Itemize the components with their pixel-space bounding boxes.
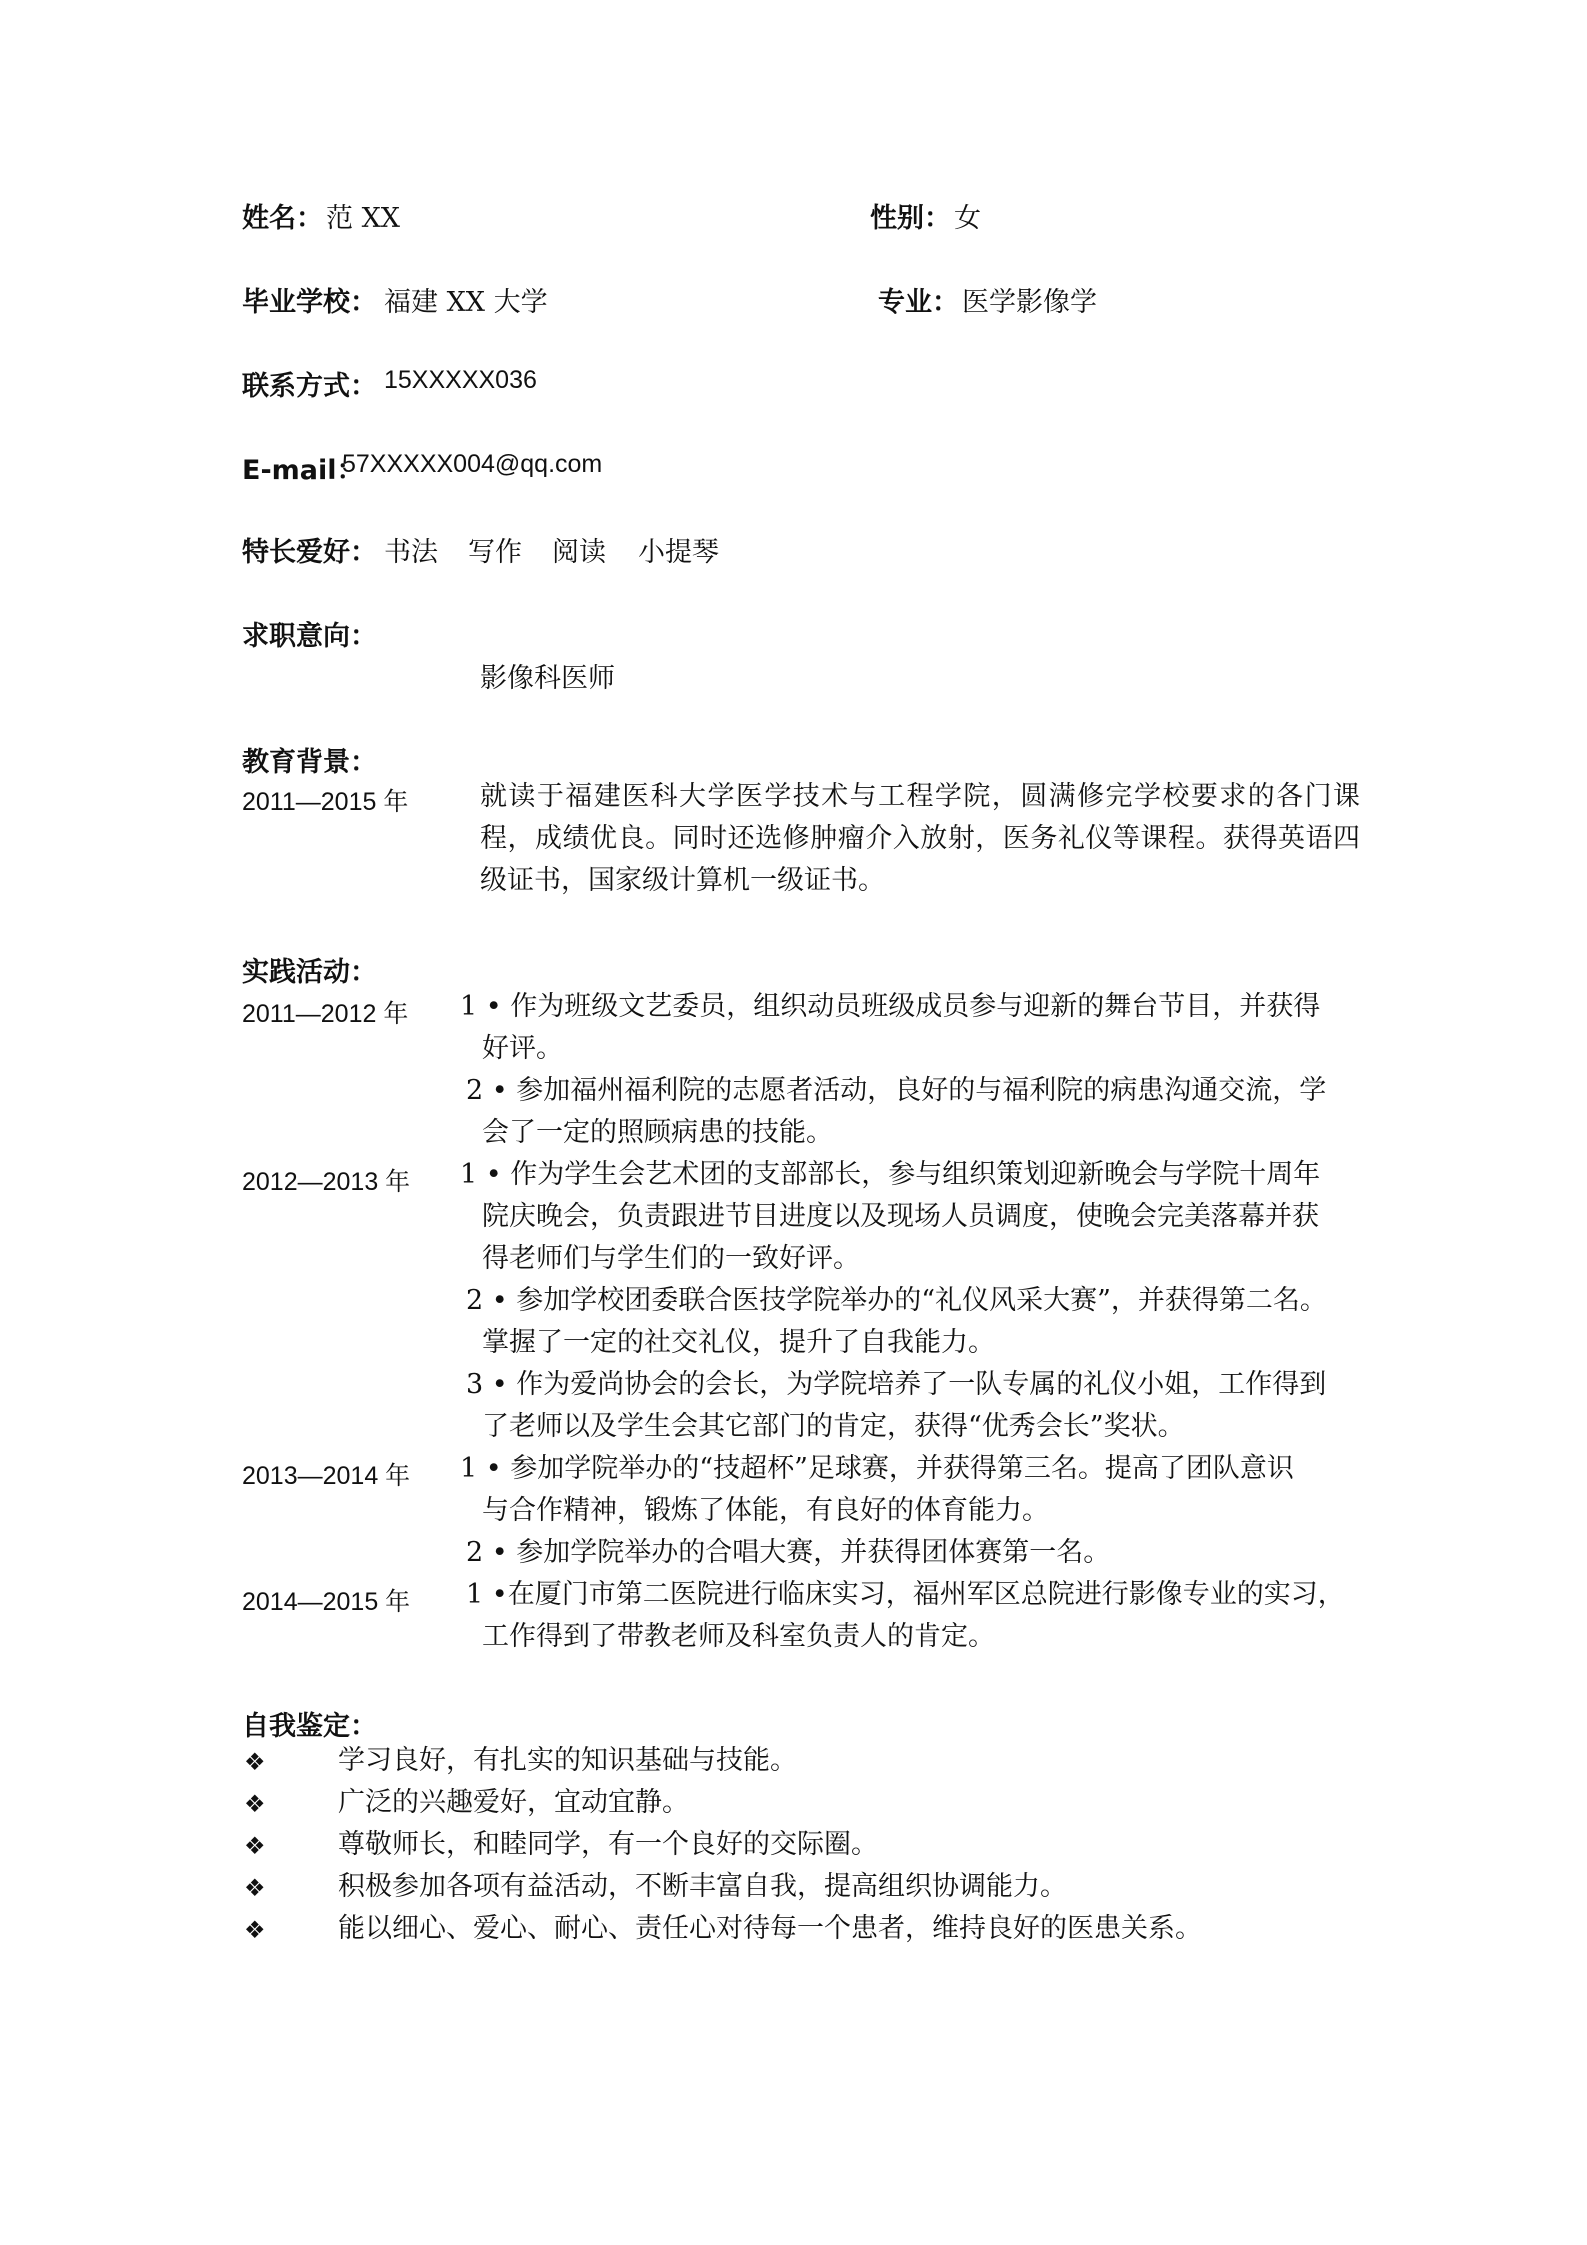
school-value: 福建 XX 大学 bbox=[384, 287, 548, 318]
practice-item: 1 • 作为学生会艺术团的支部部长，参与组织策划迎新晚会与学院十周年 bbox=[460, 1159, 1321, 1190]
practice-item-cont: 好评。 bbox=[482, 1033, 563, 1064]
self-item: 广泛的兴趣爱好，宜动宜静。 bbox=[338, 1787, 689, 1818]
objective-title: 求职意向： bbox=[242, 621, 377, 652]
practice-title: 实践活动： bbox=[242, 957, 377, 988]
major-value: 医学影像学 bbox=[962, 287, 1097, 318]
practice-period: 2012—2013 年 bbox=[242, 1168, 411, 1196]
diamond-bullet-icon: ❖ bbox=[244, 1874, 266, 1902]
self-item: 学习良好，有扎实的知识基础与技能。 bbox=[338, 1745, 797, 1776]
email-label: E-mail： bbox=[242, 455, 364, 486]
practice-period: 2014—2015 年 bbox=[242, 1588, 411, 1616]
practice-item: 1 • 参加学院举办的“技超杯”足球赛，并获得第三名。提高了团队意识 bbox=[460, 1453, 1294, 1484]
self-item: 积极参加各项有益活动，不断丰富自我，提高组织协调能力。 bbox=[338, 1871, 1067, 1902]
self-item: 能以细心、爱心、耐心、责任心对待每一个患者，维持良好的医患关系。 bbox=[338, 1913, 1202, 1944]
phone-label: 联系方式： bbox=[242, 371, 377, 402]
practice-period: 2013—2014 年 bbox=[242, 1462, 411, 1490]
practice-item-cont: 得老师们与学生们的一致好评。 bbox=[482, 1243, 860, 1274]
practice-item: 1 •在厦门市第二医院进行临床实习，福州军区总院进行影像专业的实习， bbox=[466, 1579, 1345, 1610]
education-period: 2011—2015 年 bbox=[242, 788, 409, 816]
practice-item: 2 • 参加学校团委联合医技学院举办的“礼仪风采大赛”，并获得第二名。 bbox=[466, 1285, 1327, 1316]
diamond-bullet-icon: ❖ bbox=[244, 1832, 266, 1860]
hobby-item: 小提琴 bbox=[638, 537, 719, 568]
education-text: 就读于福建医科大学医学技术与工程学院，圆满修完学校要求的各门课程，成绩优良。同时还选修肿瘤介入放射，医务礼仪等课程。获得英语四级证书，国家级计算机一级证书。 bbox=[480, 781, 1360, 896]
name-label: 姓名： bbox=[242, 203, 323, 234]
practice-item: 2 • 参加福州福利院的志愿者活动，良好的与福利院的病患沟通交流，学 bbox=[466, 1075, 1327, 1106]
gender-value: 女 bbox=[954, 203, 981, 234]
education-title: 教育背景： bbox=[242, 747, 377, 778]
gender-label: 性别： bbox=[870, 203, 951, 234]
hobby-item: 阅读 bbox=[552, 537, 606, 568]
practice-item-cont: 掌握了一定的社交礼仪，提升了自我能力。 bbox=[482, 1327, 995, 1358]
diamond-bullet-icon: ❖ bbox=[244, 1790, 266, 1818]
self-item: 尊敬师长，和睦同学，有一个良好的交际圈。 bbox=[338, 1829, 878, 1860]
major-label: 专业： bbox=[878, 287, 959, 318]
objective-value: 影像科医师 bbox=[480, 663, 615, 694]
hobby-item: 书法 bbox=[384, 537, 438, 568]
practice-item: 2 • 参加学院举办的合唱大赛，并获得团体赛第一名。 bbox=[466, 1537, 1111, 1568]
hobby-item: 写作 bbox=[468, 537, 522, 568]
email-value: 57XXXXX004@qq.com bbox=[342, 450, 603, 478]
phone-value: 15XXXXX036 bbox=[384, 366, 537, 394]
practice-item-cont: 与合作精神，锻炼了体能，有良好的体育能力。 bbox=[482, 1495, 1049, 1526]
practice-item: 1 • 作为班级文艺委员，组织动员班级成员参与迎新的舞台节目，并获得 bbox=[460, 991, 1321, 1022]
diamond-bullet-icon: ❖ bbox=[244, 1748, 266, 1776]
diamond-bullet-icon: ❖ bbox=[244, 1916, 266, 1944]
practice-item: 3 • 作为爱尚协会的会长，为学院培养了一队专属的礼仪小姐，工作得到 bbox=[466, 1369, 1327, 1400]
self-title: 自我鉴定： bbox=[242, 1711, 377, 1742]
practice-item-cont: 会了一定的照顾病患的技能。 bbox=[482, 1117, 833, 1148]
hobby-label: 特长爱好： bbox=[242, 537, 377, 568]
school-label: 毕业学校： bbox=[242, 287, 377, 318]
practice-item-cont: 工作得到了带教老师及科室负责人的肯定。 bbox=[482, 1621, 995, 1652]
practice-period: 2011—2012 年 bbox=[242, 1000, 409, 1028]
practice-item-cont: 院庆晚会，负责跟进节目进度以及现场人员调度，使晚会完美落幕并获 bbox=[482, 1201, 1319, 1232]
name-value: 范 XX bbox=[326, 203, 401, 234]
practice-item-cont: 了老师以及学生会其它部门的肯定，获得“优秀会长”奖状。 bbox=[482, 1411, 1185, 1442]
